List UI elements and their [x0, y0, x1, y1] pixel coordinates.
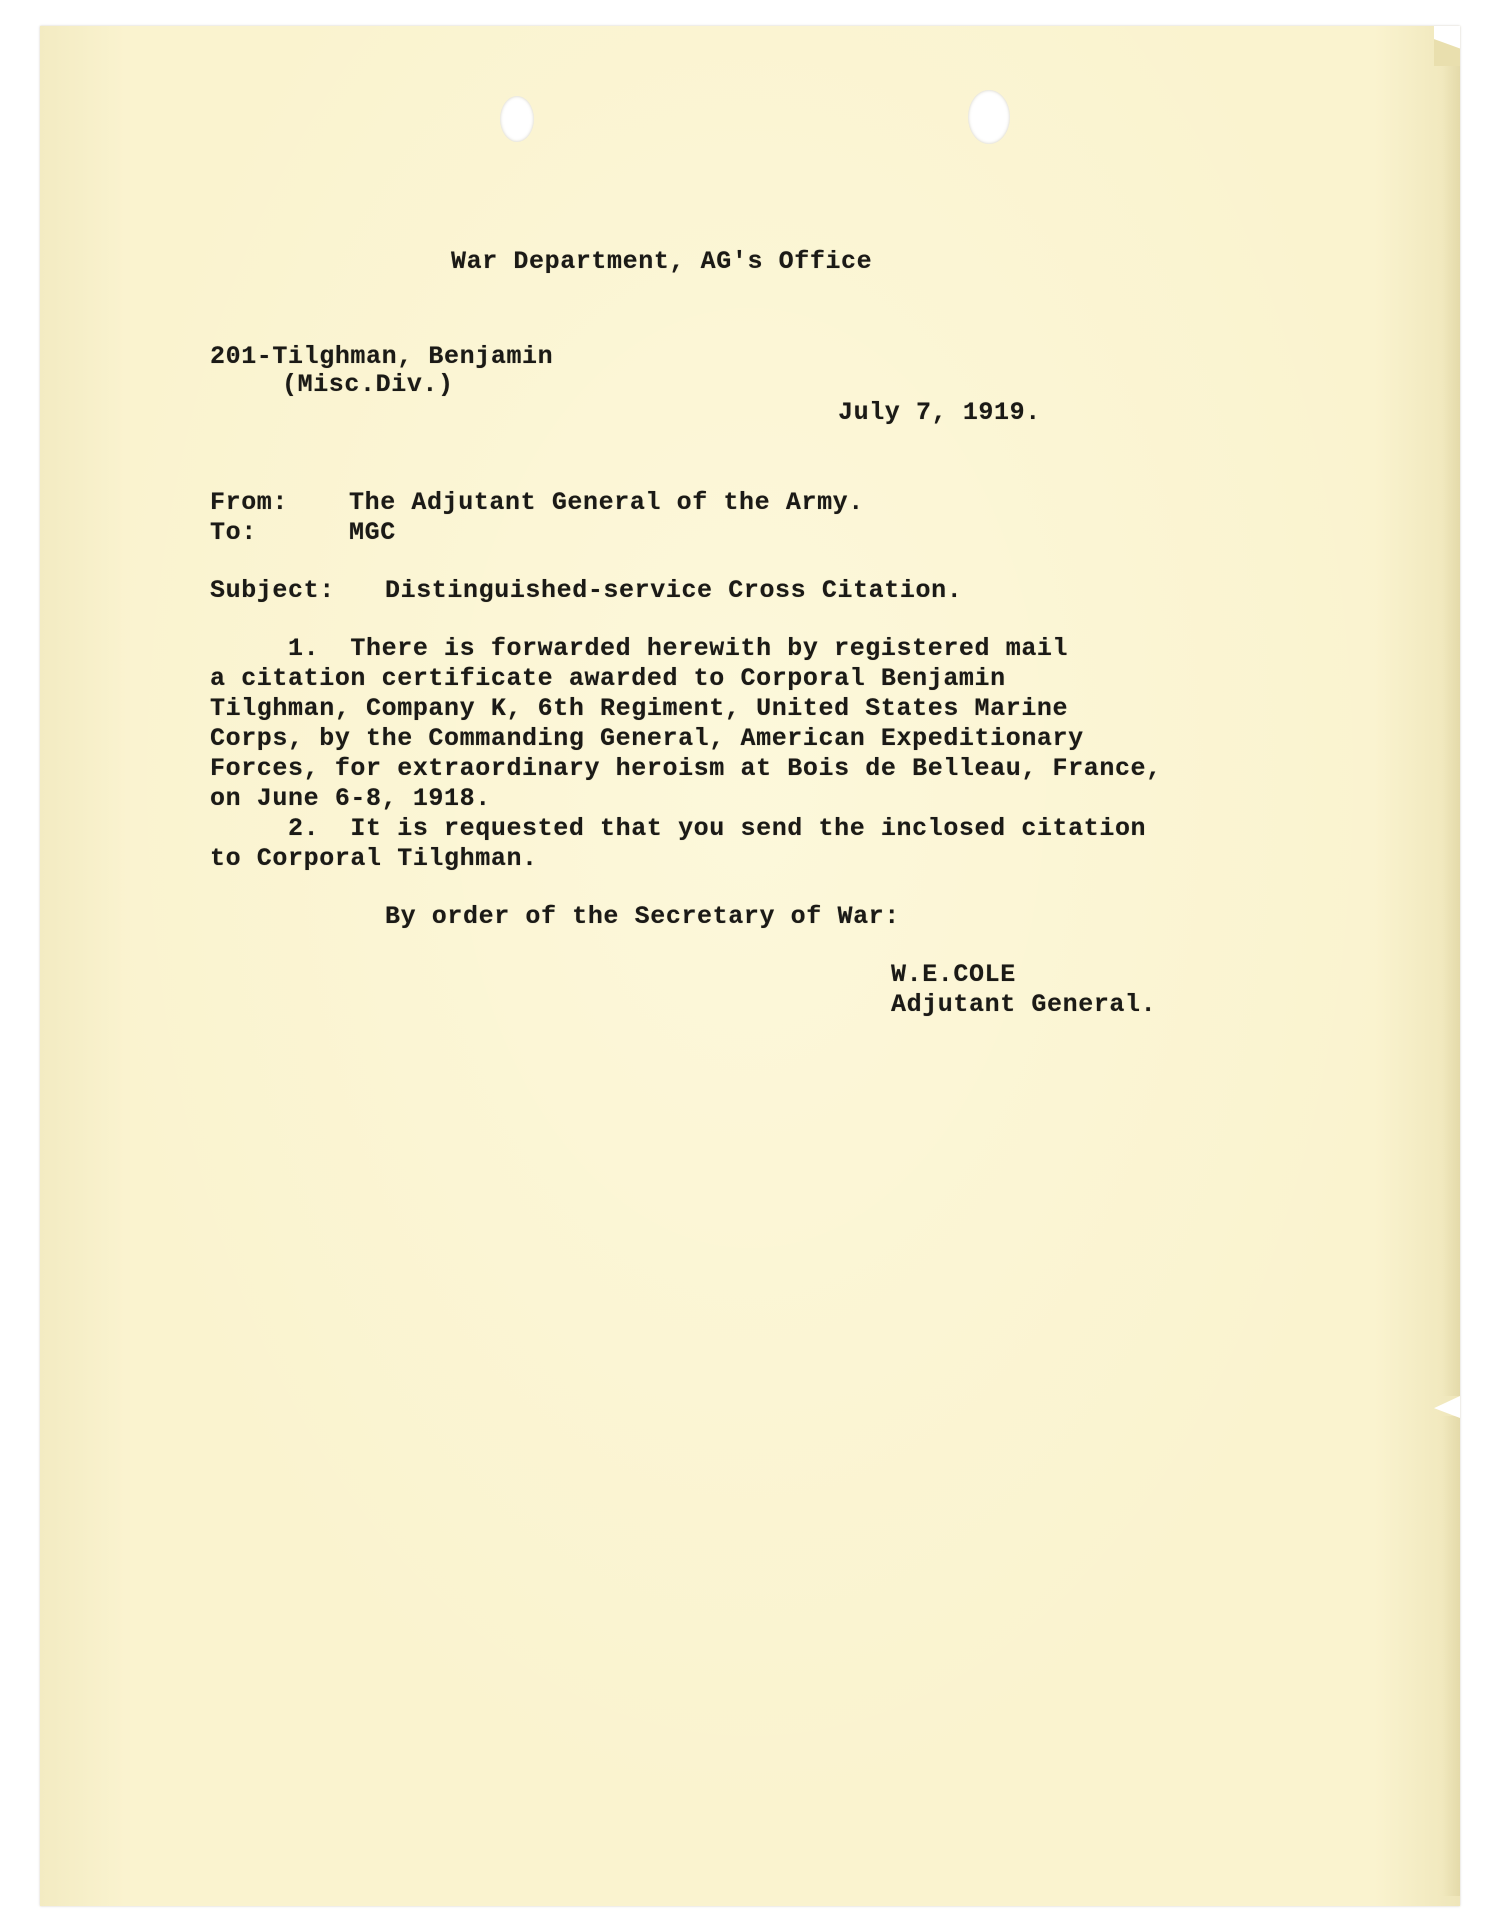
edge-crease: [1442, 1416, 1460, 1896]
punch-hole-left: [500, 96, 534, 142]
office-heading: War Department, AG's Office: [451, 247, 873, 276]
to-label: To:: [210, 518, 257, 547]
body-line: Forces, for extraordinary heroism at Bois de Belleau, France,: [210, 754, 1162, 783]
body-line: on June 6-8, 1918.: [210, 784, 491, 813]
from-label: From:: [210, 488, 289, 517]
body-line: 2. It is requested that you send the inclosed citation: [210, 814, 1147, 843]
signature-name: W.E.COLE: [891, 960, 1016, 989]
body-line: to Corporal Tilghman.: [210, 844, 538, 873]
subject-value: Distinguished-service Cross Citation.: [385, 576, 963, 605]
letter-date: July 7, 1919.: [838, 398, 1041, 427]
file-division: (Misc.Div.): [282, 370, 454, 399]
signature-title: Adjutant General.: [891, 990, 1157, 1019]
body-line: 1. There is forwarded herewith by registered mail: [210, 634, 1069, 663]
closing-line: By order of the Secretary of War:: [385, 902, 900, 931]
body-line: a citation certificate awarded to Corporal Benjamin: [210, 664, 1006, 693]
body-line: Tilghman, Company K, 6th Regiment, United States Marine: [210, 694, 1069, 723]
from-value: The Adjutant General of the Army.: [349, 488, 864, 517]
folded-corner: [1434, 26, 1460, 66]
letter-page: [40, 26, 1460, 1906]
body-line: Corps, by the Commanding General, American Expeditionary: [210, 724, 1084, 753]
to-value: MGC: [349, 518, 396, 547]
edge-crease: [1442, 46, 1460, 1396]
subject-label: Subject:: [210, 576, 335, 605]
punch-hole-right: [968, 90, 1010, 144]
edge-tear: [1434, 1396, 1460, 1418]
file-reference: 201-Tilghman, Benjamin: [210, 342, 554, 371]
